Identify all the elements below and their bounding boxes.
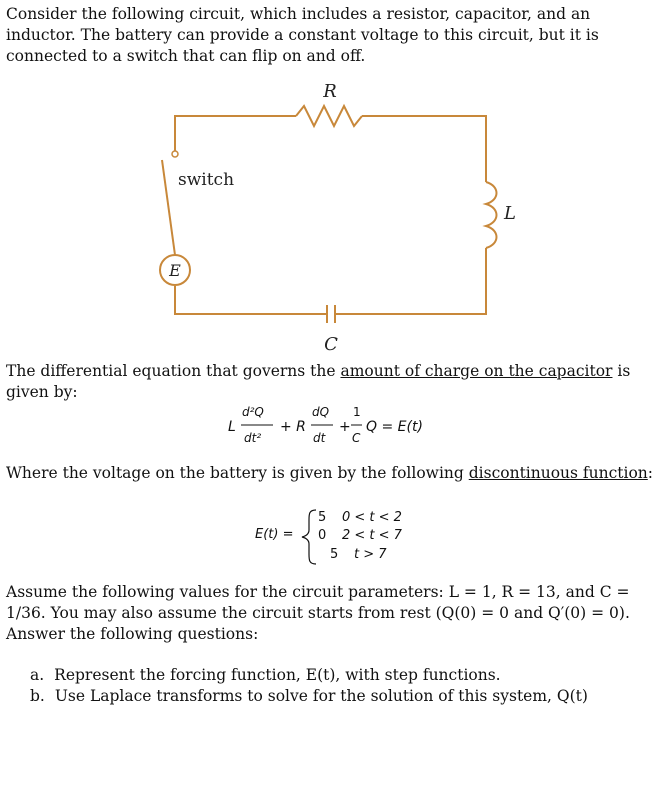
question-b xyxy=(30,686,588,707)
eq-plusR: + R xyxy=(280,419,306,435)
case-2-value: 0 xyxy=(318,528,327,543)
resistor-zigzag xyxy=(296,106,362,126)
top-wire-left xyxy=(175,116,296,152)
case-3-value: 5 xyxy=(330,547,339,562)
switch-lever xyxy=(162,160,175,255)
inductor-coil xyxy=(486,182,497,248)
top-wire-right xyxy=(362,116,486,182)
discontinuous-link-text: discontinuous function xyxy=(468,464,648,482)
piecewise-brace xyxy=(302,510,316,564)
inductor-label: L xyxy=(504,203,516,224)
bottom-wire-left xyxy=(175,286,327,314)
eq-one: 1 xyxy=(353,405,361,419)
charge-link-text: amount of charge on the capacitor xyxy=(340,362,613,380)
eq-rhs: Q = E(t) xyxy=(366,419,423,435)
case-1-value: 5 xyxy=(318,510,327,525)
question-a xyxy=(30,665,588,686)
question-a-text: Represent the forcing function, E(t), with step functions. xyxy=(54,666,501,684)
question-list xyxy=(30,665,588,707)
question-b-marker: b. xyxy=(30,687,45,705)
resistor-label: R xyxy=(323,81,337,102)
eq-dt2: dt² xyxy=(244,431,262,445)
eq-dt: dt xyxy=(313,431,326,445)
piecewise-function xyxy=(0,502,656,572)
eq-C: C xyxy=(352,431,361,445)
de-sentence xyxy=(6,361,656,403)
battery-label: E xyxy=(169,261,181,280)
voltage-sentence-start: Where the voltage on the battery is given by the following xyxy=(6,464,469,482)
piecewise-lhs: E(t) = xyxy=(255,527,294,542)
assumptions-paragraph: Assume the following values for the circuit parameters: L = 1, R = 13, and C = 1/36. You may also assume the circuit starts from rest (Q(0) = 0 and Q′(0) = 0). Answer the following questions: xyxy=(6,583,630,643)
eq-d2Q: d²Q xyxy=(242,405,264,419)
question-b-text: Use Laplace transforms to solve for the solution of this system, Q(t) xyxy=(54,687,588,705)
eq-dQ: dQ xyxy=(312,405,330,419)
question-a-marker: a. xyxy=(30,666,45,684)
voltage-sentence xyxy=(6,463,653,484)
de-sentence-end: is given by: xyxy=(6,362,631,401)
differential-equation xyxy=(0,398,656,458)
switch-label: switch xyxy=(178,170,235,190)
switch-terminal xyxy=(172,151,178,157)
circuit-diagram xyxy=(0,0,656,360)
case-1-cond: 0 < t < 2 xyxy=(342,510,402,525)
eq-plus: + xyxy=(339,419,351,435)
case-2-cond: 2 < t < 7 xyxy=(342,528,402,543)
right-wire-bottom xyxy=(335,248,486,314)
capacitor-label: C xyxy=(324,334,338,355)
voltage-sentence-end: : xyxy=(647,464,654,482)
de-sentence-start: The differential equation that governs the xyxy=(6,362,341,380)
eq-L: L xyxy=(228,419,236,435)
case-3-cond: t > 7 xyxy=(354,547,387,562)
intro-paragraph: Consider the following circuit, which includes a resistor, capacitor, and an inductor. The battery can provide a constant voltage to this circuit, but it is connected to a switch that can flip on and off. xyxy=(6,5,599,65)
